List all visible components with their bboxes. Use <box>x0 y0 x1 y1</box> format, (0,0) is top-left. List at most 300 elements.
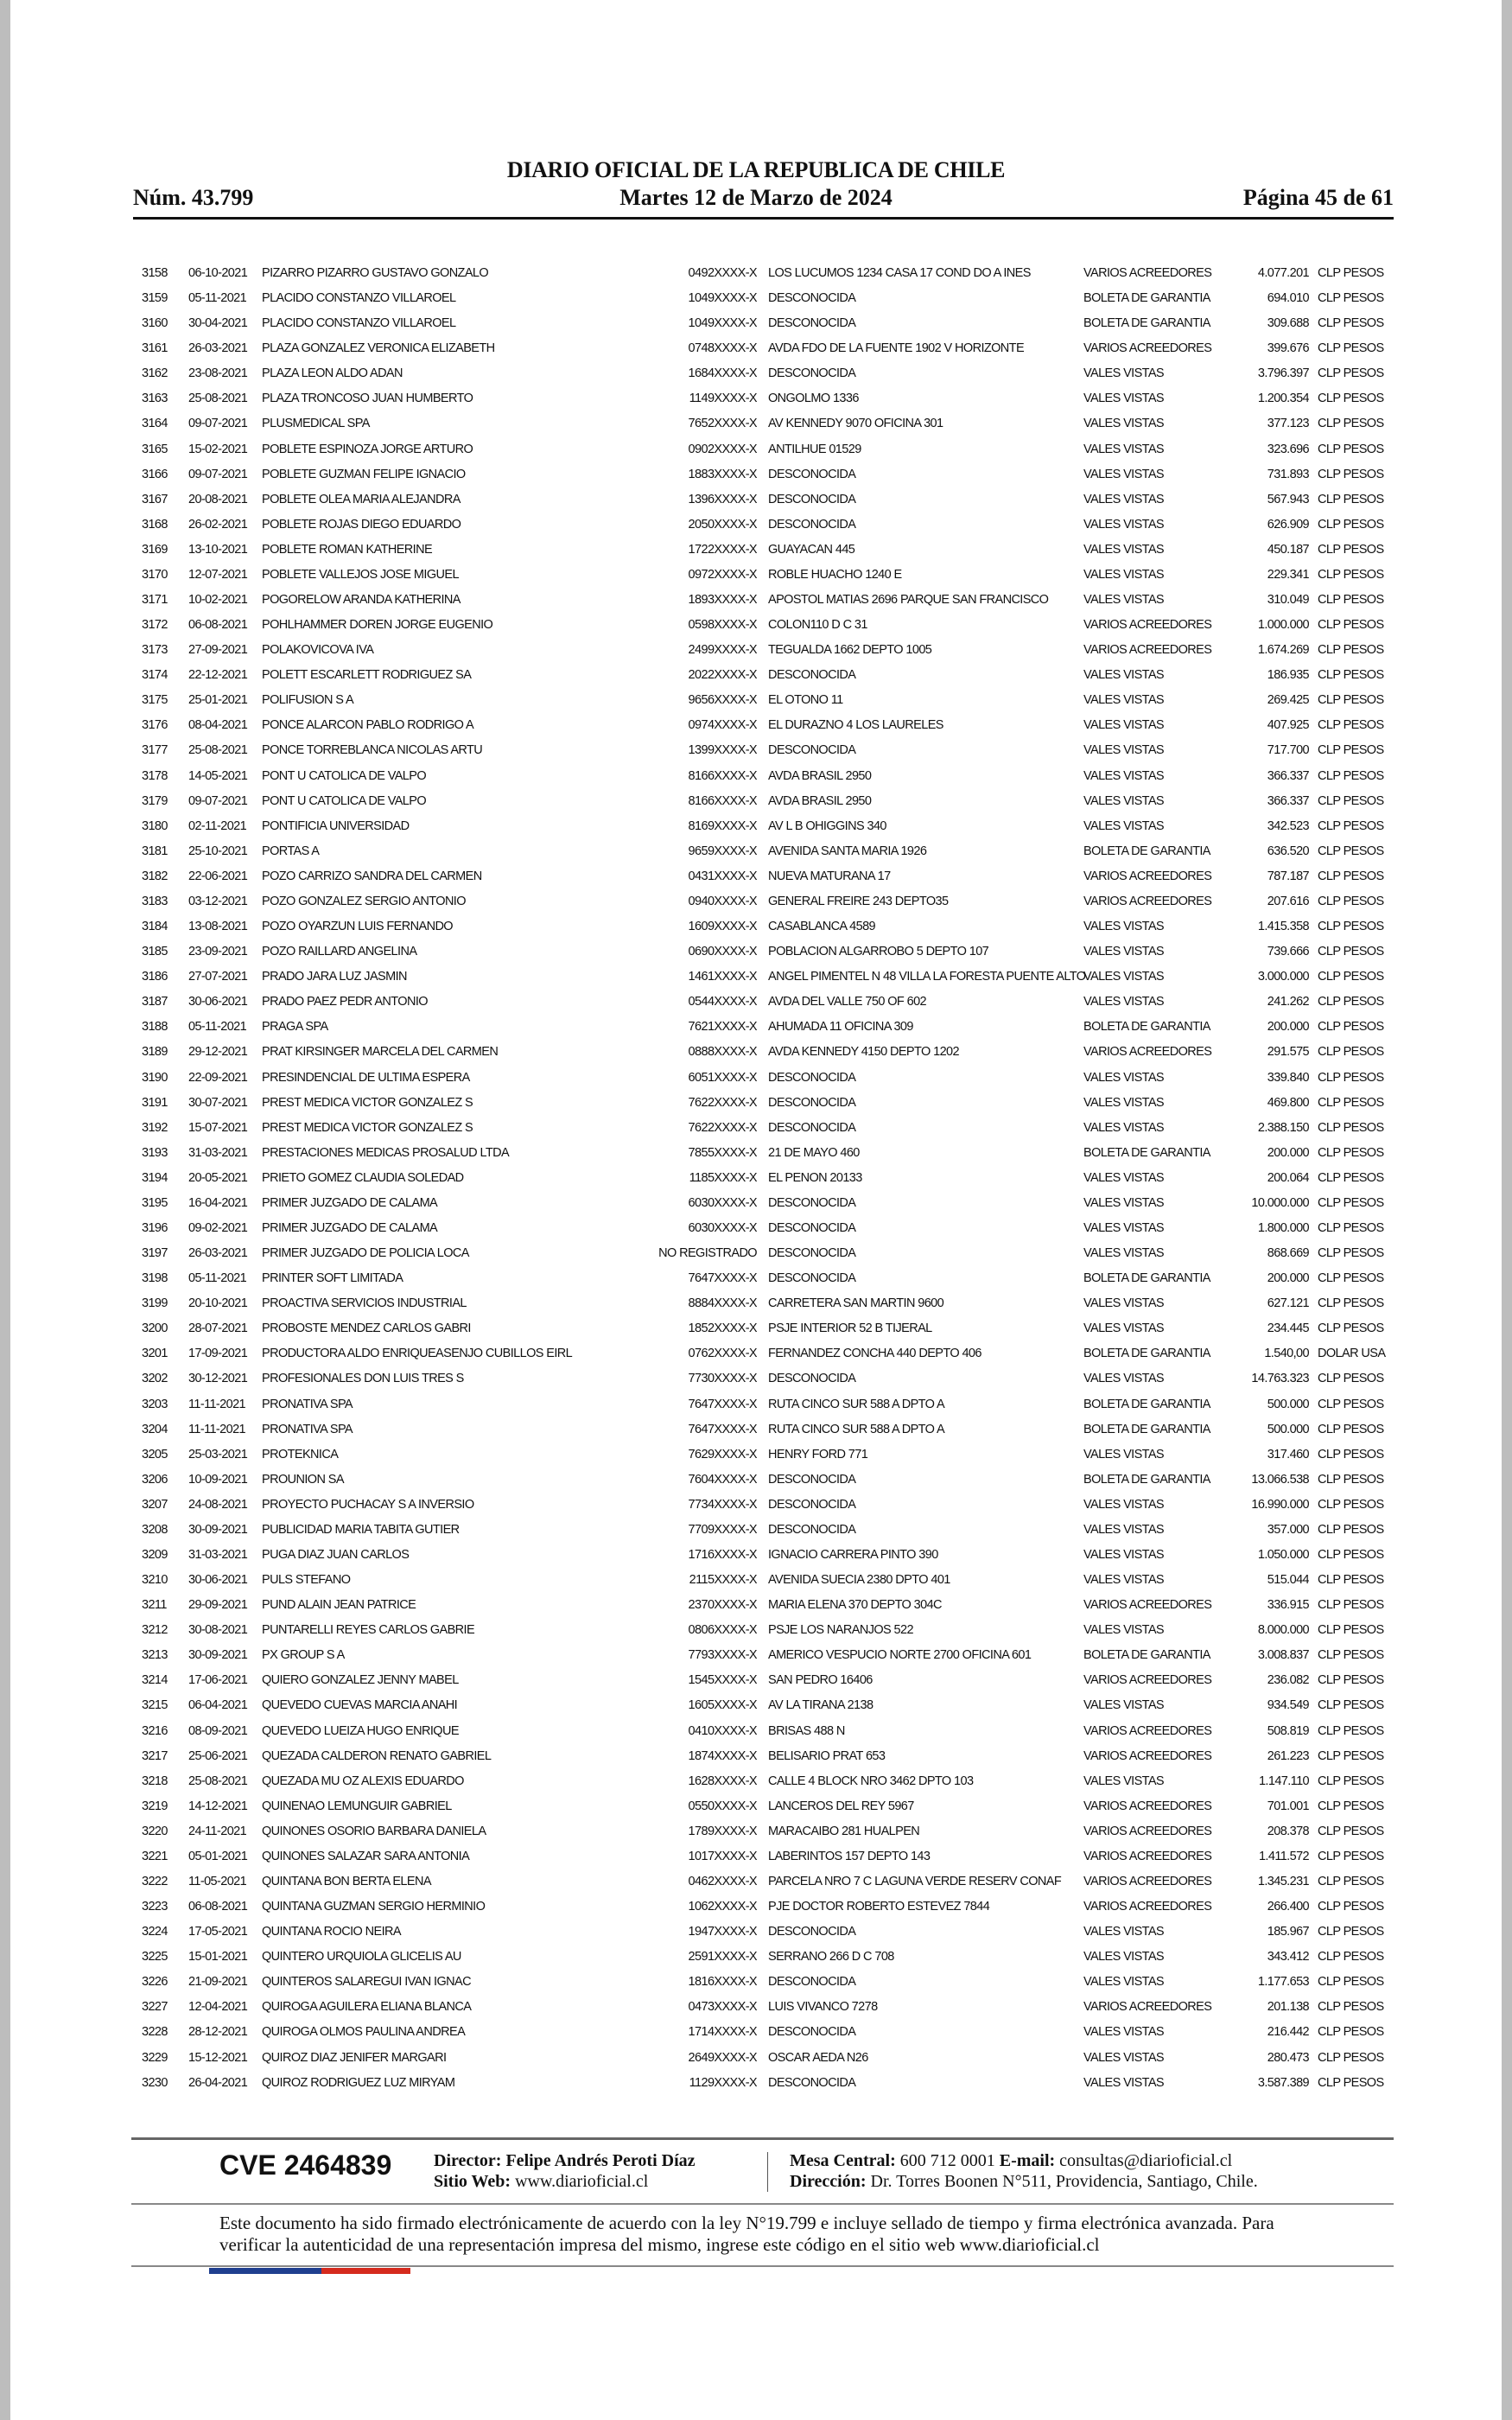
record-number: 3202 <box>142 1372 168 1386</box>
record-number: 3221 <box>142 1849 168 1863</box>
record-amount: 291.575 <box>1267 1045 1309 1060</box>
record-address: LANCEROS DEL REY 5967 <box>768 1799 914 1813</box>
record-type: VALES VISTAS <box>1083 1447 1164 1462</box>
record-date: 11-11-2021 <box>188 1422 246 1436</box>
record-number: 3214 <box>142 1673 168 1688</box>
record-type: VALES VISTAS <box>1083 1296 1164 1311</box>
record-date: 17-05-2021 <box>188 1925 248 1939</box>
record-date: 25-08-2021 <box>188 392 248 406</box>
record-number: 3192 <box>142 1120 168 1135</box>
record-currency: CLP PESOS <box>1318 1246 1384 1261</box>
table-row <box>10 462 1502 487</box>
record-name: PONT U CATOLICA DE VALPO <box>262 793 427 808</box>
record-name: PUGA DIAZ JUAN CARLOS <box>262 1547 410 1562</box>
record-rut: 2115XXXX-X <box>689 1573 757 1588</box>
record-amount: 207.616 <box>1267 894 1309 908</box>
record-address: HENRY FORD 771 <box>768 1447 868 1462</box>
record-number: 3211 <box>142 1598 167 1613</box>
table-row <box>10 1618 1502 1643</box>
record-currency: CLP PESOS <box>1318 1095 1384 1110</box>
record-currency: CLP PESOS <box>1318 844 1384 858</box>
record-currency: CLP PESOS <box>1318 618 1384 633</box>
record-currency: CLP PESOS <box>1318 1447 1384 1462</box>
record-address: AVENIDA SUECIA 2380 DPTO 401 <box>768 1573 950 1588</box>
table-row <box>10 1316 1502 1341</box>
table-row <box>10 1040 1502 1065</box>
record-type: VARIOS ACREEDORES <box>1083 618 1212 633</box>
record-date: 25-01-2021 <box>188 693 248 708</box>
record-amount: 343.412 <box>1267 1950 1309 1965</box>
record-rut: 2499XXXX-X <box>688 643 757 658</box>
record-rut: 1605XXXX-X <box>688 1698 757 1713</box>
record-name: PRIMER JUZGADO DE CALAMA <box>262 1220 438 1235</box>
record-amount: 626.909 <box>1267 517 1309 532</box>
record-type: VALES VISTAS <box>1083 1925 1164 1939</box>
record-rut: 7604XXXX-X <box>688 1472 757 1487</box>
record-type: BOLETA DE GARANTIA <box>1083 1422 1210 1436</box>
record-number: 3200 <box>142 1321 168 1336</box>
record-rut: 1874XXXX-X <box>688 1748 757 1763</box>
website-label: Sitio Web: <box>434 2172 511 2191</box>
record-date: 24-08-2021 <box>188 1497 248 1512</box>
record-number: 3208 <box>142 1522 168 1537</box>
record-name: PLUSMEDICAL SPA <box>262 417 370 431</box>
record-rut: 0550XXXX-X <box>688 1799 757 1813</box>
record-address: DESCONOCIDA <box>768 1120 856 1135</box>
record-currency: CLP PESOS <box>1318 1120 1384 1135</box>
record-name: POZO CARRIZO SANDRA DEL CARMEN <box>262 869 482 883</box>
record-address: AVDA FDO DE LA FUENTE 1902 V HORIZONTE <box>768 341 1025 356</box>
record-amount: 3.587.389 <box>1257 2075 1309 2090</box>
record-name: PROACTIVA SERVICIOS INDUSTRIAL <box>262 1296 467 1311</box>
table-row <box>10 411 1502 436</box>
record-name: PULS STEFANO <box>262 1573 351 1588</box>
record-currency: CLP PESOS <box>1318 1900 1384 1914</box>
mesa-phone: 600 712 0001 <box>899 2151 995 2170</box>
record-rut: 0410XXXX-X <box>688 1723 757 1738</box>
record-date: 20-08-2021 <box>188 492 248 506</box>
record-type: VALES VISTAS <box>1083 567 1164 582</box>
record-date: 23-09-2021 <box>188 945 248 959</box>
record-amount: 787.187 <box>1267 869 1309 883</box>
record-date: 28-07-2021 <box>188 1321 248 1336</box>
table-row <box>10 688 1502 713</box>
record-number: 3198 <box>142 1271 168 1286</box>
record-type: BOLETA DE GARANTIA <box>1083 1397 1210 1411</box>
record-name: POBLETE ROJAS DIEGO EDUARDO <box>262 517 461 532</box>
record-rut: 7734XXXX-X <box>688 1497 757 1512</box>
record-amount: 8.000.000 <box>1257 1623 1309 1638</box>
record-amount: 241.262 <box>1267 995 1309 1009</box>
record-name: QUIROZ DIAZ JENIFER MARGARI <box>262 2050 447 2065</box>
record-number: 3170 <box>142 567 168 582</box>
record-address: DESCONOCIDA <box>768 1195 856 1210</box>
record-currency: CLP PESOS <box>1318 1372 1384 1386</box>
record-address: AV L B OHIGGINS 340 <box>768 818 886 833</box>
record-currency: CLP PESOS <box>1318 1422 1384 1436</box>
record-name: PRODUCTORA ALDO ENRIQUEASENJO CUBILLOS EIRL <box>262 1347 573 1361</box>
record-date: 22-09-2021 <box>188 1070 248 1085</box>
record-currency: CLP PESOS <box>1318 2050 1384 2065</box>
table-row <box>10 386 1502 411</box>
record-name: PUND ALAIN JEAN PATRICE <box>262 1598 416 1613</box>
table-row <box>10 311 1502 336</box>
table-row <box>10 1442 1502 1468</box>
record-amount: 201.138 <box>1267 2000 1309 2015</box>
record-currency: CLP PESOS <box>1318 1220 1384 1235</box>
record-rut: 1149XXXX-X <box>689 392 757 406</box>
record-type: VALES VISTAS <box>1083 542 1164 557</box>
record-currency: CLP PESOS <box>1318 793 1384 808</box>
record-amount: 515.044 <box>1267 1573 1309 1588</box>
table-row <box>10 1518 1502 1543</box>
record-date: 14-05-2021 <box>188 768 248 783</box>
footer-vertical-divider <box>767 2152 768 2192</box>
record-name: PLAZA GONZALEZ VERONICA ELIZABETH <box>262 341 495 356</box>
footer-bottom-divider <box>131 2265 1394 2267</box>
record-amount: 261.223 <box>1267 1748 1309 1763</box>
record-date: 30-09-2021 <box>188 1522 248 1537</box>
record-number: 3212 <box>142 1623 168 1638</box>
record-date: 15-12-2021 <box>188 2050 248 2065</box>
record-type: VARIOS ACREEDORES <box>1083 1849 1212 1863</box>
record-address: EL PENON 20133 <box>768 1170 862 1185</box>
record-type: VALES VISTAS <box>1083 1246 1164 1261</box>
record-name: POBLETE VALLEJOS JOSE MIGUEL <box>262 567 459 582</box>
table-row <box>10 563 1502 588</box>
address-value: Dr. Torres Boonen N°511, Providencia, Santiago, Chile. <box>870 2172 1258 2191</box>
record-name: PROFESIONALES DON LUIS TRES S <box>262 1372 464 1386</box>
table-row <box>10 1643 1502 1668</box>
record-type: VALES VISTAS <box>1083 2075 1164 2090</box>
record-address: LUIS VIVANCO 7278 <box>768 2000 878 2015</box>
record-amount: 377.123 <box>1267 417 1309 431</box>
record-amount: 407.925 <box>1267 718 1309 733</box>
record-name: PONT U CATOLICA DE VALPO <box>262 768 427 783</box>
record-currency: CLP PESOS <box>1318 1698 1384 1713</box>
record-number: 3177 <box>142 743 168 758</box>
record-type: VALES VISTAS <box>1083 492 1164 506</box>
record-amount: 357.000 <box>1267 1522 1309 1537</box>
record-address: BELISARIO PRAT 653 <box>768 1748 886 1763</box>
record-type: BOLETA DE GARANTIA <box>1083 844 1210 858</box>
record-number: 3223 <box>142 1900 168 1914</box>
record-address: OSCAR AEDA N26 <box>768 2050 868 2065</box>
record-currency: CLP PESOS <box>1318 492 1384 506</box>
record-type: VARIOS ACREEDORES <box>1083 1673 1212 1688</box>
record-amount: 508.819 <box>1267 1723 1309 1738</box>
record-name: POBLETE ROMAN KATHERINE <box>262 542 433 557</box>
record-address: ANGEL PIMENTEL N 48 VILLA LA FORESTA PUENTE ALTO <box>768 970 1086 984</box>
record-type: VARIOS ACREEDORES <box>1083 1598 1212 1613</box>
record-rut: 1893XXXX-X <box>688 593 757 608</box>
record-date: 30-04-2021 <box>188 316 248 331</box>
record-rut: 2649XXXX-X <box>688 2050 757 2065</box>
record-amount: 1.411.572 <box>1258 1849 1309 1863</box>
record-name: PX GROUP S A <box>262 1648 345 1663</box>
record-type: VALES VISTAS <box>1083 668 1164 683</box>
record-type: BOLETA DE GARANTIA <box>1083 1648 1210 1663</box>
record-currency: CLP PESOS <box>1318 1321 1384 1336</box>
record-name: QUEZADA CALDERON RENATO GABRIEL <box>262 1748 492 1763</box>
record-amount: 310.049 <box>1267 593 1309 608</box>
record-address: FERNANDEZ CONCHA 440 DEPTO 406 <box>768 1347 982 1361</box>
record-address: AV LA TIRANA 2138 <box>768 1698 874 1713</box>
record-amount: 500.000 <box>1267 1397 1309 1411</box>
record-currency: CLP PESOS <box>1318 768 1384 783</box>
record-address: RUTA CINCO SUR 588 A DPTO A <box>768 1397 945 1411</box>
record-type: VALES VISTAS <box>1083 1547 1164 1562</box>
record-date: 21-09-2021 <box>188 1975 248 1990</box>
record-type: VARIOS ACREEDORES <box>1083 1875 1212 1888</box>
record-date: 02-11-2021 <box>188 818 247 833</box>
record-date: 05-11-2021 <box>188 1020 247 1035</box>
record-number: 3195 <box>142 1195 168 1210</box>
record-amount: 701.001 <box>1267 1799 1309 1813</box>
record-date: 06-10-2021 <box>188 266 248 280</box>
record-number: 3204 <box>142 1422 168 1436</box>
record-amount: 1.147.110 <box>1258 1774 1309 1788</box>
record-rut: 1545XXXX-X <box>688 1673 757 1688</box>
record-address: CASABLANCA 4589 <box>768 920 875 934</box>
record-rut: 1062XXXX-X <box>688 1900 757 1914</box>
record-type: VALES VISTAS <box>1083 1170 1164 1185</box>
cve-code: CVE 2464839 <box>219 2149 392 2181</box>
issue-date: Martes 12 de Marzo de 2024 <box>619 185 893 210</box>
record-currency: CLP PESOS <box>1318 1296 1384 1311</box>
record-name: QUINTANA BON BERTA ELENA <box>262 1875 431 1888</box>
record-rut: 0598XXXX-X <box>688 618 757 633</box>
record-rut: 7647XXXX-X <box>688 1271 757 1286</box>
record-rut: 1722XXXX-X <box>688 542 757 557</box>
record-rut: 8166XXXX-X <box>688 793 757 808</box>
record-address: MARACAIBO 281 HUALPEN <box>768 1824 920 1838</box>
record-amount: 636.520 <box>1267 844 1309 858</box>
record-currency: CLP PESOS <box>1318 1397 1384 1411</box>
table-row <box>10 1794 1502 1819</box>
record-currency: CLP PESOS <box>1318 818 1384 833</box>
record-date: 29-09-2021 <box>188 1598 248 1613</box>
record-amount: 3.796.397 <box>1257 366 1309 381</box>
record-type: VALES VISTAS <box>1083 517 1164 532</box>
record-amount: 1.345.231 <box>1257 1875 1309 1888</box>
record-amount: 731.893 <box>1267 467 1309 481</box>
record-date: 09-07-2021 <box>188 417 248 431</box>
record-type: VALES VISTAS <box>1083 442 1164 456</box>
record-name: PONCE ALARCON PABLO RODRIGO A <box>262 718 474 733</box>
record-type: VALES VISTAS <box>1083 1321 1164 1336</box>
table-row <box>10 638 1502 663</box>
table-row <box>10 914 1502 939</box>
record-currency: CLP PESOS <box>1318 366 1384 381</box>
record-name: POZO GONZALEZ SERGIO ANTONIO <box>262 894 466 908</box>
record-date: 09-07-2021 <box>188 793 248 808</box>
record-name: QUINONES SALAZAR SARA ANTONIA <box>262 1849 470 1863</box>
website-link[interactable]: www.diarioficial.cl <box>515 2172 649 2191</box>
record-rut: 1396XXXX-X <box>688 492 757 506</box>
record-amount: 1.050.000 <box>1257 1547 1309 1562</box>
record-address: GUAYACAN 445 <box>768 542 855 557</box>
record-address: TEGUALDA 1662 DEPTO 1005 <box>768 643 932 658</box>
record-amount: 234.445 <box>1267 1321 1309 1336</box>
record-amount: 200.000 <box>1267 1271 1309 1286</box>
record-number: 3174 <box>142 668 168 683</box>
record-amount: 1.800.000 <box>1257 1220 1309 1235</box>
record-currency: CLP PESOS <box>1318 316 1384 331</box>
record-address: SERRANO 266 D C 708 <box>768 1950 894 1965</box>
director-name: Felipe Andrés Peroti Díaz <box>505 2151 696 2170</box>
record-address: LOS LUCUMOS 1234 CASA 17 COND DO A INES <box>768 266 1031 280</box>
table-row <box>10 1216 1502 1241</box>
records-table <box>10 261 1502 2096</box>
record-number: 3194 <box>142 1170 168 1185</box>
record-rut: 7622XXXX-X <box>688 1095 757 1110</box>
record-number: 3172 <box>142 618 168 633</box>
record-rut: 9659XXXX-X <box>688 844 757 858</box>
record-currency: CLP PESOS <box>1318 567 1384 582</box>
record-amount: 208.378 <box>1267 1824 1309 1838</box>
table-row <box>10 1241 1502 1266</box>
table-row <box>10 588 1502 613</box>
table-row <box>10 613 1502 638</box>
table-row <box>10 789 1502 814</box>
record-rut: 7621XXXX-X <box>688 1020 757 1035</box>
record-name: QUIROGA OLMOS PAULINA ANDREA <box>262 2025 466 2040</box>
record-number: 3163 <box>142 392 168 406</box>
record-rut: 2591XXXX-X <box>688 1950 757 1965</box>
table-row <box>10 663 1502 688</box>
record-name: QUEVEDO CUEVAS MARCIA ANAHI <box>262 1698 458 1713</box>
record-type: VALES VISTAS <box>1083 693 1164 708</box>
record-date: 25-10-2021 <box>188 844 248 858</box>
record-amount: 694.010 <box>1267 291 1309 306</box>
record-number: 3222 <box>142 1875 168 1888</box>
record-rut: 6030XXXX-X <box>688 1220 757 1235</box>
record-amount: 2.388.150 <box>1257 1120 1309 1135</box>
record-date: 13-08-2021 <box>188 920 248 934</box>
record-amount: 13.066.538 <box>1251 1472 1309 1487</box>
record-name: QUINTANA ROCIO NEIRA <box>262 1925 401 1939</box>
record-date: 09-07-2021 <box>188 467 248 481</box>
record-number: 3227 <box>142 2000 168 2015</box>
record-date: 25-03-2021 <box>188 1447 248 1462</box>
record-rut: 0940XXXX-X <box>688 894 757 908</box>
mesa-label: Mesa Central: <box>790 2151 896 2170</box>
record-address: DESCONOCIDA <box>768 1095 856 1110</box>
record-number: 3186 <box>142 970 168 984</box>
record-number: 3166 <box>142 467 168 481</box>
record-rut: 7647XXXX-X <box>688 1422 757 1436</box>
record-rut: 1883XXXX-X <box>688 467 757 481</box>
record-currency: CLP PESOS <box>1318 341 1384 356</box>
record-type: BOLETA DE GARANTIA <box>1083 1020 1210 1035</box>
record-amount: 1.415.358 <box>1257 920 1309 934</box>
record-rut: 7622XXXX-X <box>688 1120 757 1135</box>
record-number: 3218 <box>142 1774 168 1788</box>
record-currency: CLP PESOS <box>1318 1145 1384 1160</box>
record-type: VARIOS ACREEDORES <box>1083 869 1212 883</box>
record-name: PORTAS A <box>262 844 320 858</box>
table-row <box>10 1568 1502 1593</box>
record-name: PROYECTO PUCHACAY S A INVERSIO <box>262 1497 474 1512</box>
record-type: VARIOS ACREEDORES <box>1083 2000 1212 2015</box>
record-number: 3185 <box>142 945 168 959</box>
record-currency: CLP PESOS <box>1318 291 1384 306</box>
record-amount: 934.549 <box>1267 1698 1309 1713</box>
record-name: PUNTARELLI REYES CARLOS GABRIE <box>262 1623 475 1638</box>
record-currency: CLP PESOS <box>1318 1020 1384 1035</box>
record-amount: 3.000.000 <box>1257 970 1309 984</box>
record-number: 3190 <box>142 1070 168 1085</box>
record-rut: 1716XXXX-X <box>688 1547 757 1562</box>
record-rut: 0972XXXX-X <box>688 567 757 582</box>
record-amount: 339.840 <box>1267 1070 1309 1085</box>
record-number: 3215 <box>142 1698 168 1713</box>
record-date: 30-09-2021 <box>188 1648 248 1663</box>
record-currency: CLP PESOS <box>1318 417 1384 431</box>
record-number: 3219 <box>142 1799 168 1813</box>
record-number: 3169 <box>142 542 168 557</box>
record-amount: 399.676 <box>1267 341 1309 356</box>
record-number: 3213 <box>142 1648 168 1663</box>
issue-number: Núm. 43.799 <box>133 185 254 210</box>
record-amount: 4.077.201 <box>1257 266 1309 280</box>
record-address: AHUMADA 11 OFICINA 309 <box>768 1020 913 1035</box>
record-name: POBLETE GUZMAN FELIPE IGNACIO <box>262 467 466 481</box>
record-date: 15-02-2021 <box>188 442 248 456</box>
record-address: ANTILHUE 01529 <box>768 442 861 456</box>
record-amount: 1.000.000 <box>1257 618 1309 633</box>
record-date: 30-06-2021 <box>188 995 248 1009</box>
record-rut: 9656XXXX-X <box>688 693 757 708</box>
record-name: QUINTANA GUZMAN SERGIO HERMINIO <box>262 1900 486 1914</box>
record-date: 28-12-2021 <box>188 2025 248 2040</box>
record-date: 26-02-2021 <box>188 517 248 532</box>
record-number: 3187 <box>142 995 168 1009</box>
record-currency: CLP PESOS <box>1318 1824 1384 1838</box>
record-address: DESCONOCIDA <box>768 492 856 506</box>
record-currency: CLP PESOS <box>1318 467 1384 481</box>
record-currency: CLP PESOS <box>1318 1472 1384 1487</box>
record-date: 30-06-2021 <box>188 1573 248 1588</box>
record-type: VALES VISTAS <box>1083 920 1164 934</box>
record-name: PRONATIVA SPA <box>262 1397 353 1411</box>
record-number: 3224 <box>142 1925 168 1939</box>
record-name: QUINENAO LEMUNGUIR GABRIEL <box>262 1799 452 1813</box>
email-link[interactable]: consultas@diarioficial.cl <box>1059 2151 1233 2170</box>
record-type: VALES VISTAS <box>1083 818 1164 833</box>
record-address: DESCONOCIDA <box>768 1220 856 1235</box>
record-number: 3201 <box>142 1347 168 1361</box>
record-name: PRONATIVA SPA <box>262 1422 353 1436</box>
record-amount: 1.177.653 <box>1257 1975 1309 1990</box>
record-currency: CLP PESOS <box>1318 869 1384 883</box>
table-row <box>10 1819 1502 1844</box>
record-name: QUEVEDO LUEIZA HUGO ENRIQUE <box>262 1723 459 1738</box>
record-currency: CLP PESOS <box>1318 743 1384 758</box>
record-address: LABERINTOS 157 DEPTO 143 <box>768 1849 931 1863</box>
record-type: VALES VISTAS <box>1083 1950 1164 1965</box>
record-name: POBLETE ESPINOZA JORGE ARTURO <box>262 442 473 456</box>
record-number: 3183 <box>142 894 168 908</box>
record-name: PLACIDO CONSTANZO VILLAROEL <box>262 291 456 306</box>
record-number: 3228 <box>142 2025 168 2040</box>
table-row <box>10 1668 1502 1693</box>
record-date: 11-11-2021 <box>188 1397 246 1411</box>
record-name: POGORELOW ARANDA KATHERINA <box>262 593 461 608</box>
record-rut: 8166XXXX-X <box>688 768 757 783</box>
record-address: MARIA ELENA 370 DEPTO 304C <box>768 1598 942 1613</box>
